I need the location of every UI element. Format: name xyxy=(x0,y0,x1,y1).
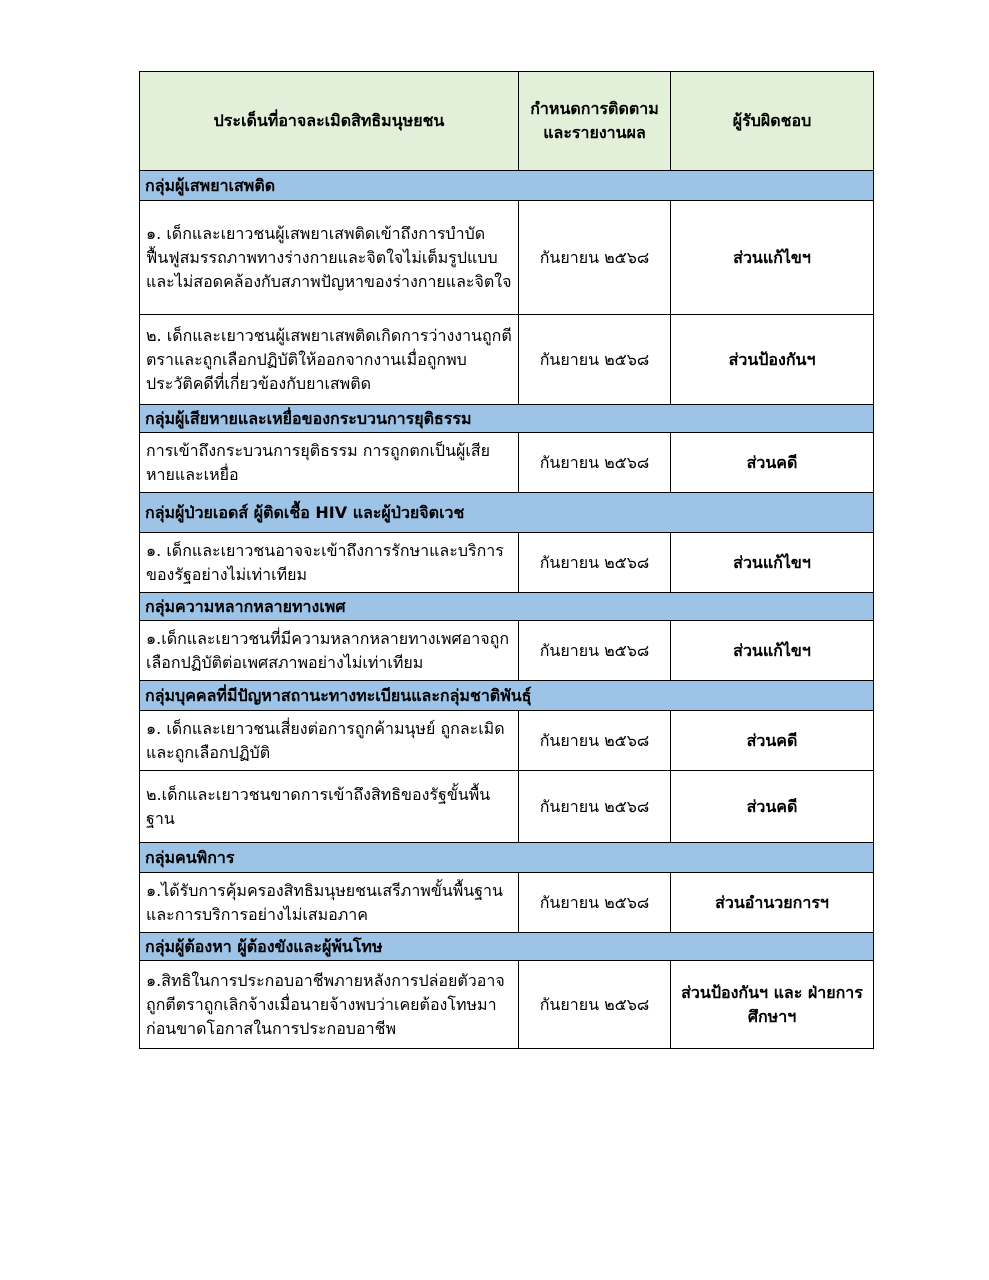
header-responsible: ผู้รับผิดชอบ xyxy=(671,72,874,171)
responsible-cell: ส่วนคดี xyxy=(671,711,874,771)
group-row xyxy=(140,593,874,621)
responsible-cell: ส่วนแก้ไขฯ xyxy=(671,621,874,681)
due-cell: กันยายน ๒๕๖๘ xyxy=(519,201,671,315)
issue-cell: ๑. เด็กและเยาวชนอาจจะเข้าถึงการรักษาและบริการของรัฐอย่างไม่เท่าเทียม xyxy=(140,533,519,593)
group-row xyxy=(140,843,874,873)
header-row xyxy=(140,72,874,171)
due-cell: กันยายน ๒๕๖๘ xyxy=(519,771,671,843)
group-row xyxy=(140,681,874,711)
group-title: กลุ่มผู้ต้องหา ผู้ต้องขังและผู้พ้นโทษ xyxy=(140,933,874,961)
due-cell: กันยายน ๒๕๖๘ xyxy=(519,533,671,593)
due-cell: กันยายน ๒๕๖๘ xyxy=(519,711,671,771)
group-row xyxy=(140,933,874,961)
group-row xyxy=(140,493,874,533)
due-cell: กันยายน ๒๕๖๘ xyxy=(519,873,671,933)
header-due: กำหนดการติดตามและรายงานผล xyxy=(519,72,671,171)
group-row xyxy=(140,405,874,433)
issue-cell: การเข้าถึงกระบวนการยุติธรรม การถูกตกเป็นผู้เสียหายและเหยื่อ xyxy=(140,433,519,493)
table-row xyxy=(140,711,874,771)
group-title: กลุ่มผู้ป่วยเอดส์ ผู้ติดเชื้อ HIV และผู้ป่วยจิตเวช xyxy=(140,493,874,533)
group-title: กลุ่มบุคคลที่มีปัญหาสถานะทางทะเบียนและกลุ่มชาติพันธุ์ xyxy=(140,681,874,711)
table-row xyxy=(140,201,874,315)
responsible-cell: ส่วนอำนวยการฯ xyxy=(671,873,874,933)
table-row xyxy=(140,315,874,405)
issue-cell: ๑.ได้รับการคุ้มครองสิทธิมนุษยชนเสรีภาพขั้นพื้นฐานและการบริการอย่างไม่เสมอภาค xyxy=(140,873,519,933)
responsible-cell: ส่วนป้องกันฯ และ ฝ่ายการศึกษาฯ xyxy=(671,961,874,1049)
responsible-cell: ส่วนแก้ไขฯ xyxy=(671,533,874,593)
issue-cell: ๑.สิทธิในการประกอบอาชีพภายหลังการปล่อยตัวอาจถูกตีตราถูกเลิกจ้างเมื่อนายจ้างพบว่าเคยต้องโทษมาก่อนขาดโอกาสในการประกอบอาชีพ xyxy=(140,961,519,1049)
responsible-cell: ส่วนคดี xyxy=(671,433,874,493)
issue-cell: ๒.เด็กและเยาวชนขาดการเข้าถึงสิทธิของรัฐขั้นพื้นฐาน xyxy=(140,771,519,843)
due-cell: กันยายน ๒๕๖๘ xyxy=(519,433,671,493)
due-cell: กันยายน ๒๕๖๘ xyxy=(519,621,671,681)
table-row xyxy=(140,961,874,1049)
table-row xyxy=(140,433,874,493)
group-title: กลุ่มความหลากหลายทางเพศ xyxy=(140,593,874,621)
due-cell: กันยายน ๒๕๖๘ xyxy=(519,961,671,1049)
group-title: กลุ่มผู้เสพยาเสพติด xyxy=(140,171,874,201)
responsible-cell: ส่วนคดี xyxy=(671,771,874,843)
issue-cell: ๒. เด็กและเยาวชนผู้เสพยาเสพติดเกิดการว่างงานถูกตีตราและถูกเลือกปฏิบัติให้ออกจากงานเมื่อถูกพบประวัติคดีที่เกี่ยวข้องกับยาเสพติด xyxy=(140,315,519,405)
table-row xyxy=(140,533,874,593)
group-row xyxy=(140,171,874,201)
table-row xyxy=(140,771,874,843)
responsible-cell: ส่วนแก้ไขฯ xyxy=(671,201,874,315)
group-title: กลุ่มคนพิการ xyxy=(140,843,874,873)
header-issue: ประเด็นที่อาจละเมิดสิทธิมนุษยชน xyxy=(140,72,519,171)
issue-cell: ๑.เด็กและเยาวชนที่มีความหลากหลายทางเพศอาจถูกเลือกปฏิบัติต่อเพศสภาพอย่างไม่เท่าเทียม xyxy=(140,621,519,681)
issue-cell: ๑. เด็กและเยาวชนผู้เสพยาเสพติดเข้าถึงการบำบัดฟื้นฟูสมรรถภาพทางร่างกายและจิตใจไม่เต็มรูปแบบและไม่สอดคล้องกับสภาพปัญหาของร่างกายและจิตใจ xyxy=(140,201,519,315)
group-title: กลุ่มผู้เสียหายและเหยื่อของกระบวนการยุติธรรม xyxy=(140,405,874,433)
rights-issues-table xyxy=(139,71,874,1049)
responsible-cell: ส่วนป้องกันฯ xyxy=(671,315,874,405)
issue-cell: ๑. เด็กและเยาวชนเสี่ยงต่อการถูกค้ามนุษย์ ถูกละเมิดและถูกเลือกปฏิบัติ xyxy=(140,711,519,771)
table-row xyxy=(140,873,874,933)
due-cell: กันยายน ๒๕๖๘ xyxy=(519,315,671,405)
table-row xyxy=(140,621,874,681)
